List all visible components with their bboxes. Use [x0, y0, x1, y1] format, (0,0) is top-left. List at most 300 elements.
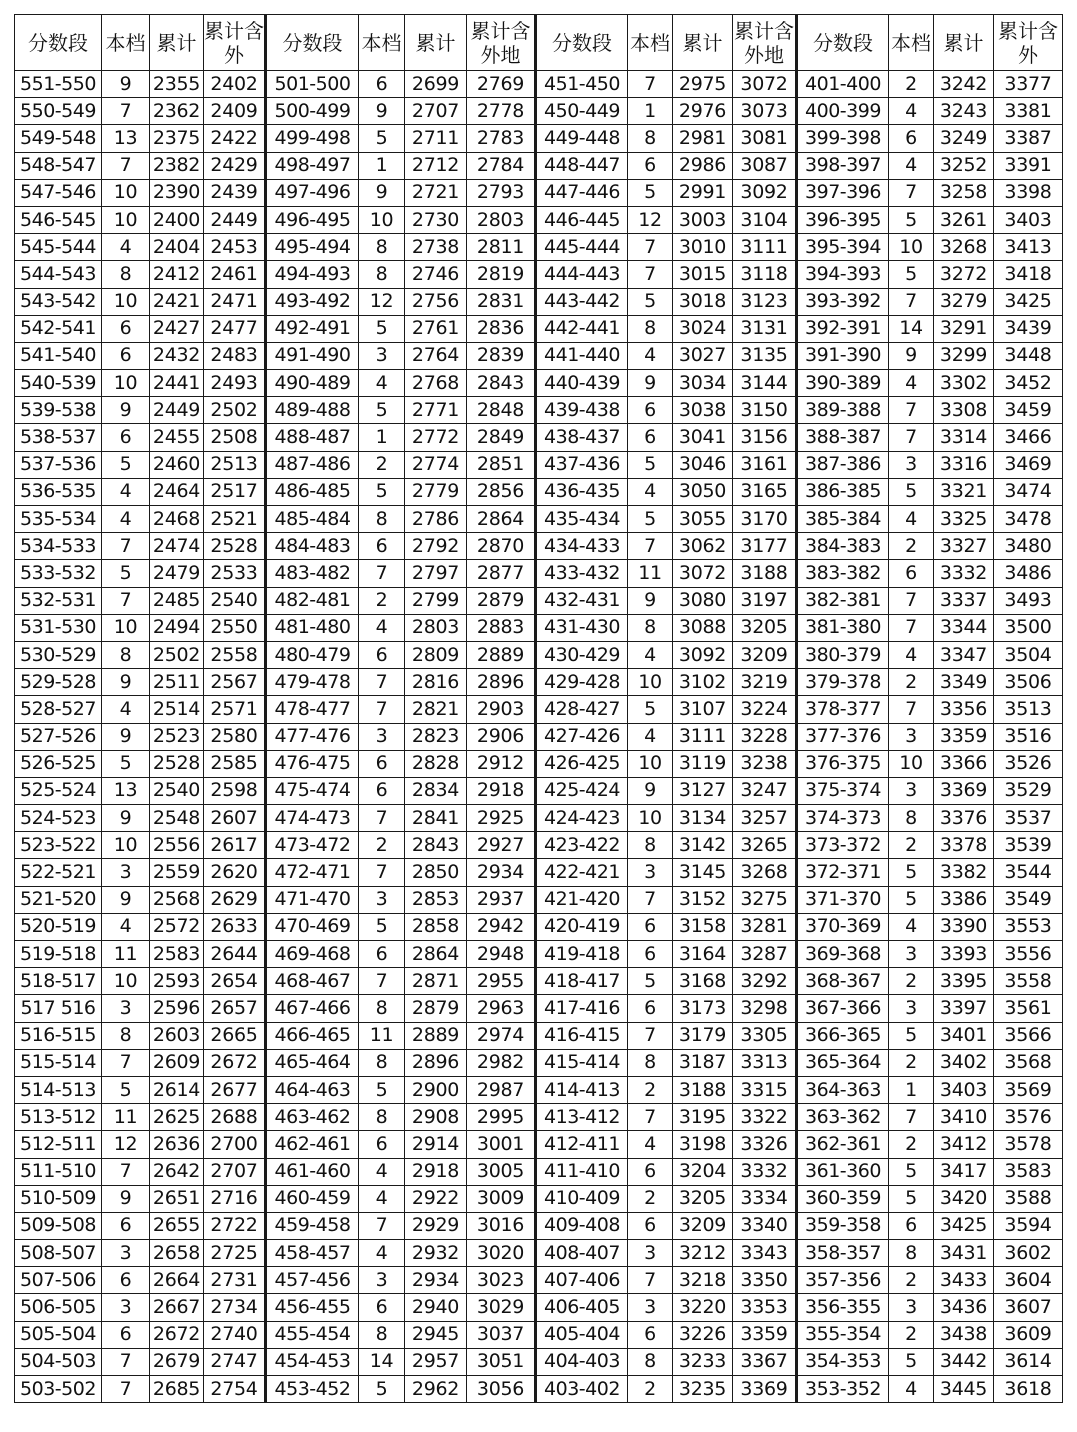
cumulative-cell: 3142: [673, 832, 733, 859]
score-range-cell: 481-480: [266, 614, 359, 641]
score-range-cell: 548-547: [15, 152, 102, 179]
count-cell: 6: [628, 941, 673, 968]
score-range-cell: 449-448: [536, 125, 628, 152]
count-cell: 9: [359, 98, 405, 125]
score-range-cell: 454-453: [266, 1348, 359, 1375]
score-range-cell: 385-384: [797, 506, 889, 533]
score-range-cell: 396-395: [797, 206, 889, 233]
score-range-cell: 418-417: [536, 968, 628, 995]
score-range-cell: 405-404: [536, 1321, 628, 1348]
cumulative-incl-other-cell: 3478: [994, 506, 1063, 533]
cumulative-cell: 2940: [405, 1294, 467, 1321]
cumulative-cell: 3018: [673, 288, 733, 315]
cumulative-incl-other-cell: 2707: [204, 1158, 266, 1185]
score-range-cell: 537-536: [15, 451, 102, 478]
cumulative-incl-other-cell: 3618: [994, 1376, 1063, 1403]
score-range-cell: 394-393: [797, 261, 889, 288]
cumulative-incl-other-cell: 2937: [467, 886, 536, 913]
cumulative-incl-other-cell: 2747: [204, 1348, 266, 1375]
cumulative-cell: 3088: [673, 614, 733, 641]
count-cell: 9: [102, 886, 150, 913]
cumulative-incl-other-cell: 2722: [204, 1212, 266, 1239]
cumulative-cell: 3242: [934, 71, 994, 98]
cumulative-incl-other-cell: 3566: [994, 1022, 1063, 1049]
score-range-cell: 368-367: [797, 968, 889, 995]
cumulative-incl-other-cell: 3001: [467, 1131, 536, 1158]
cumulative-cell: 2864: [405, 941, 467, 968]
cumulative-incl-other-cell: 3583: [994, 1158, 1063, 1185]
cumulative-cell: 3431: [934, 1240, 994, 1267]
table-row: [15, 1049, 1063, 1076]
table-row: [15, 1022, 1063, 1049]
cumulative-incl-other-cell: 3493: [994, 587, 1063, 614]
table-row: [15, 968, 1063, 995]
count-cell: 10: [102, 370, 150, 397]
count-cell: 10: [102, 968, 150, 995]
cumulative-incl-other-cell: 3118: [733, 261, 797, 288]
cumulative-cell: 3164: [673, 941, 733, 968]
cumulative-incl-other-cell: 2948: [467, 941, 536, 968]
score-range-cell: 460-459: [266, 1185, 359, 1212]
cumulative-cell: 2514: [150, 696, 204, 723]
cumulative-cell: 2843: [405, 832, 467, 859]
table-row: [15, 71, 1063, 98]
cumulative-incl-other-cell: 2558: [204, 641, 266, 668]
score-range-cell: 497-496: [266, 179, 359, 206]
cumulative-cell: 3119: [673, 750, 733, 777]
cumulative-cell: 3258: [934, 179, 994, 206]
cumulative-incl-other-cell: 3188: [733, 560, 797, 587]
header-count: 本档: [628, 15, 673, 71]
count-cell: 9: [628, 777, 673, 804]
cumulative-cell: 3249: [934, 125, 994, 152]
score-range-cell: 499-498: [266, 125, 359, 152]
cumulative-cell: 3359: [934, 723, 994, 750]
count-cell: 7: [628, 234, 673, 261]
cumulative-incl-other-cell: 3578: [994, 1131, 1063, 1158]
table-row: [15, 1185, 1063, 1212]
score-range-cell: 436-435: [536, 478, 628, 505]
cumulative-incl-other-cell: 3020: [467, 1240, 536, 1267]
cumulative-incl-other-cell: 3315: [733, 1076, 797, 1103]
cumulative-cell: 2834: [405, 777, 467, 804]
header-row: [15, 15, 1063, 71]
cumulative-incl-other-cell: 2778: [467, 98, 536, 125]
cumulative-cell: 3015: [673, 261, 733, 288]
count-cell: 4: [359, 1240, 405, 1267]
count-cell: 14: [359, 1348, 405, 1375]
cumulative-incl-other-cell: 3081: [733, 125, 797, 152]
score-range-cell: 468-467: [266, 968, 359, 995]
score-range-cell: 467-466: [266, 995, 359, 1022]
count-cell: 12: [628, 206, 673, 233]
cumulative-cell: 3145: [673, 859, 733, 886]
cumulative-incl-other-cell: 3569: [994, 1076, 1063, 1103]
cumulative-cell: 3325: [934, 506, 994, 533]
cumulative-incl-other-cell: 2896: [467, 669, 536, 696]
score-distribution-table: [14, 14, 1063, 1403]
cumulative-cell: 2816: [405, 669, 467, 696]
score-range-cell: 541-540: [15, 342, 102, 369]
count-cell: 4: [889, 370, 934, 397]
cumulative-incl-other-cell: 2477: [204, 315, 266, 342]
table-row: [15, 533, 1063, 560]
cumulative-incl-other-cell: 3298: [733, 995, 797, 1022]
count-cell: 3: [102, 1294, 150, 1321]
count-cell: 4: [102, 234, 150, 261]
cumulative-cell: 2932: [405, 1240, 467, 1267]
cumulative-cell: 2991: [673, 179, 733, 206]
score-range-cell: 382-381: [797, 587, 889, 614]
cumulative-cell: 2761: [405, 315, 467, 342]
count-cell: 6: [359, 533, 405, 560]
cumulative-incl-other-cell: 3594: [994, 1212, 1063, 1239]
score-range-cell: 435-434: [536, 506, 628, 533]
score-range-cell: 464-463: [266, 1076, 359, 1103]
header-score-range: 分数段: [266, 15, 359, 71]
cumulative-incl-other-cell: 3588: [994, 1185, 1063, 1212]
cumulative-incl-other-cell: 2783: [467, 125, 536, 152]
count-cell: 8: [889, 1240, 934, 1267]
cumulative-cell: 3412: [934, 1131, 994, 1158]
count-cell: 7: [359, 560, 405, 587]
count-cell: 7: [628, 261, 673, 288]
cumulative-incl-other-cell: 2870: [467, 533, 536, 560]
cumulative-incl-other-cell: 3576: [994, 1104, 1063, 1131]
count-cell: 8: [628, 1049, 673, 1076]
count-cell: 5: [889, 1022, 934, 1049]
cumulative-cell: 3366: [934, 750, 994, 777]
cumulative-incl-other-cell: 2819: [467, 261, 536, 288]
cumulative-incl-other-cell: 2848: [467, 397, 536, 424]
count-cell: 9: [102, 805, 150, 832]
score-range-cell: 469-468: [266, 941, 359, 968]
table-row: [15, 1212, 1063, 1239]
count-cell: 5: [359, 1076, 405, 1103]
count-cell: 5: [359, 125, 405, 152]
cumulative-incl-other-cell: 2877: [467, 560, 536, 587]
cumulative-cell: 3442: [934, 1348, 994, 1375]
score-range-cell: 492-491: [266, 315, 359, 342]
cumulative-incl-other-cell: 2925: [467, 805, 536, 832]
count-cell: 10: [628, 669, 673, 696]
score-range-cell: 529-528: [15, 669, 102, 696]
cumulative-cell: 2772: [405, 424, 467, 451]
table-row: [15, 424, 1063, 451]
cumulative-incl-other-cell: 2716: [204, 1185, 266, 1212]
cumulative-incl-other-cell: 2598: [204, 777, 266, 804]
cumulative-incl-other-cell: 2513: [204, 451, 266, 478]
score-range-cell: 530-529: [15, 641, 102, 668]
score-range-cell: 486-485: [266, 478, 359, 505]
score-range-cell: 491-490: [266, 342, 359, 369]
score-range-cell: 531-530: [15, 614, 102, 641]
cumulative-incl-other-cell: 3343: [733, 1240, 797, 1267]
score-range-cell: 370-369: [797, 913, 889, 940]
cumulative-incl-other-cell: 3056: [467, 1376, 536, 1403]
count-cell: 2: [889, 1049, 934, 1076]
cumulative-cell: 2786: [405, 506, 467, 533]
cumulative-cell: 2421: [150, 288, 204, 315]
score-range-cell: 417-416: [536, 995, 628, 1022]
header-count: 本档: [359, 15, 405, 71]
cumulative-cell: 3395: [934, 968, 994, 995]
score-range-cell: 365-364: [797, 1049, 889, 1076]
table-row: [15, 370, 1063, 397]
cumulative-cell: 2455: [150, 424, 204, 451]
score-range-cell: 471-470: [266, 886, 359, 913]
count-cell: 11: [628, 560, 673, 587]
count-cell: 8: [628, 125, 673, 152]
count-cell: 1: [359, 424, 405, 451]
table-header: [15, 15, 1063, 71]
cumulative-cell: 2468: [150, 506, 204, 533]
cumulative-cell: 3332: [934, 560, 994, 587]
cumulative-cell: 3188: [673, 1076, 733, 1103]
cumulative-incl-other-cell: 3448: [994, 342, 1063, 369]
cumulative-cell: 2382: [150, 152, 204, 179]
cumulative-cell: 3080: [673, 587, 733, 614]
count-cell: 10: [102, 206, 150, 233]
cumulative-incl-other-cell: 2633: [204, 913, 266, 940]
cumulative-incl-other-cell: 2585: [204, 750, 266, 777]
cumulative-cell: 3436: [934, 1294, 994, 1321]
score-range-cell: 372-371: [797, 859, 889, 886]
cumulative-cell: 2981: [673, 125, 733, 152]
score-range-cell: 447-446: [536, 179, 628, 206]
cumulative-incl-other-cell: 3377: [994, 71, 1063, 98]
cumulative-incl-other-cell: 3131: [733, 315, 797, 342]
table-row: [15, 832, 1063, 859]
cumulative-cell: 3173: [673, 995, 733, 1022]
score-range-cell: 416-415: [536, 1022, 628, 1049]
count-cell: 3: [889, 1294, 934, 1321]
table-row: [15, 506, 1063, 533]
score-range-cell: 547-546: [15, 179, 102, 206]
count-cell: 9: [102, 1185, 150, 1212]
cumulative-incl-other-cell: 2793: [467, 179, 536, 206]
cumulative-cell: 2583: [150, 941, 204, 968]
score-range-cell: 480-479: [266, 641, 359, 668]
table-row: [15, 125, 1063, 152]
count-cell: 7: [889, 1104, 934, 1131]
score-range-cell: 397-396: [797, 179, 889, 206]
cumulative-cell: 2721: [405, 179, 467, 206]
cumulative-cell: 3261: [934, 206, 994, 233]
table-row: [15, 587, 1063, 614]
score-range-cell: 430-429: [536, 641, 628, 668]
cumulative-cell: 2362: [150, 98, 204, 125]
score-range-cell: 381-380: [797, 614, 889, 641]
count-cell: 5: [889, 261, 934, 288]
cumulative-incl-other-cell: 3257: [733, 805, 797, 832]
cumulative-cell: 2523: [150, 723, 204, 750]
table-row: [15, 859, 1063, 886]
table-row: [15, 342, 1063, 369]
score-range-cell: 412-411: [536, 1131, 628, 1158]
score-range-cell: 388-387: [797, 424, 889, 451]
score-range-cell: 538-537: [15, 424, 102, 451]
cumulative-incl-other-cell: 2987: [467, 1076, 536, 1103]
count-cell: 7: [628, 886, 673, 913]
score-range-cell: 508-507: [15, 1240, 102, 1267]
count-cell: 3: [889, 451, 934, 478]
cumulative-cell: 3243: [934, 98, 994, 125]
cumulative-cell: 3337: [934, 587, 994, 614]
cumulative-incl-other-cell: 2769: [467, 71, 536, 98]
score-range-cell: 367-366: [797, 995, 889, 1022]
count-cell: 5: [102, 451, 150, 478]
count-cell: 4: [889, 913, 934, 940]
score-range-cell: 409-408: [536, 1212, 628, 1239]
cumulative-incl-other-cell: 3553: [994, 913, 1063, 940]
count-cell: 2: [889, 669, 934, 696]
count-cell: 6: [628, 995, 673, 1022]
score-range-cell: 411-410: [536, 1158, 628, 1185]
cumulative-incl-other-cell: 2934: [467, 859, 536, 886]
score-range-cell: 393-392: [797, 288, 889, 315]
count-cell: 9: [102, 71, 150, 98]
score-range-cell: 494-493: [266, 261, 359, 288]
cumulative-cell: 3410: [934, 1104, 994, 1131]
count-cell: 3: [628, 859, 673, 886]
cumulative-incl-other-cell: 3387: [994, 125, 1063, 152]
count-cell: 2: [359, 451, 405, 478]
cumulative-cell: 3369: [934, 777, 994, 804]
score-range-cell: 400-399: [797, 98, 889, 125]
cumulative-cell: 3401: [934, 1022, 994, 1049]
cumulative-cell: 2975: [673, 71, 733, 98]
cumulative-cell: 2976: [673, 98, 733, 125]
score-range-cell: 534-533: [15, 533, 102, 560]
score-range-cell: 401-400: [797, 71, 889, 98]
score-range-cell: 459-458: [266, 1212, 359, 1239]
score-range-cell: 482-481: [266, 587, 359, 614]
cumulative-incl-other-cell: 3558: [994, 968, 1063, 995]
count-cell: 13: [102, 777, 150, 804]
count-cell: 5: [889, 886, 934, 913]
count-cell: 7: [889, 587, 934, 614]
cumulative-cell: 2945: [405, 1321, 467, 1348]
count-cell: 2: [628, 1076, 673, 1103]
cumulative-incl-other-cell: 3023: [467, 1267, 536, 1294]
score-range-cell: 487-486: [266, 451, 359, 478]
score-range-cell: 428-427: [536, 696, 628, 723]
score-range-cell: 518-517: [15, 968, 102, 995]
cumulative-cell: 2494: [150, 614, 204, 641]
cumulative-cell: 2655: [150, 1212, 204, 1239]
cumulative-incl-other-cell: 2521: [204, 506, 266, 533]
score-range-cell: 413-412: [536, 1104, 628, 1131]
table-row: [15, 1294, 1063, 1321]
cumulative-cell: 3314: [934, 424, 994, 451]
cumulative-incl-other-cell: 3205: [733, 614, 797, 641]
score-range-cell: 433-432: [536, 560, 628, 587]
score-range-cell: 455-454: [266, 1321, 359, 1348]
header-cumulative-incl-other: 累计含外: [994, 15, 1063, 71]
score-range-cell: 506-505: [15, 1294, 102, 1321]
cumulative-cell: 3321: [934, 478, 994, 505]
cumulative-cell: 3376: [934, 805, 994, 832]
score-range-cell: 373-372: [797, 832, 889, 859]
count-cell: 4: [359, 1185, 405, 1212]
score-range-cell: 473-472: [266, 832, 359, 859]
score-range-cell: 364-363: [797, 1076, 889, 1103]
cumulative-incl-other-cell: 3398: [994, 179, 1063, 206]
count-cell: 6: [628, 397, 673, 424]
score-range-cell: 450-449: [536, 98, 628, 125]
score-range-cell: 369-368: [797, 941, 889, 968]
count-cell: 4: [102, 913, 150, 940]
header-score-range: 分数段: [536, 15, 628, 71]
count-cell: 4: [889, 1376, 934, 1403]
cumulative-cell: 2699: [405, 71, 467, 98]
cumulative-cell: 2764: [405, 342, 467, 369]
cumulative-cell: 2625: [150, 1104, 204, 1131]
cumulative-cell: 3038: [673, 397, 733, 424]
cumulative-cell: 3179: [673, 1022, 733, 1049]
cumulative-cell: 2889: [405, 1022, 467, 1049]
cumulative-cell: 3034: [673, 370, 733, 397]
score-range-cell: 536-535: [15, 478, 102, 505]
score-range-cell: 387-386: [797, 451, 889, 478]
cumulative-incl-other-cell: 3332: [733, 1158, 797, 1185]
count-cell: 4: [359, 370, 405, 397]
count-cell: 2: [359, 587, 405, 614]
cumulative-cell: 3402: [934, 1049, 994, 1076]
cumulative-incl-other-cell: 2471: [204, 288, 266, 315]
cumulative-incl-other-cell: 2864: [467, 506, 536, 533]
cumulative-incl-other-cell: 2883: [467, 614, 536, 641]
cumulative-cell: 2355: [150, 71, 204, 98]
cumulative-incl-other-cell: 2831: [467, 288, 536, 315]
cumulative-incl-other-cell: 3051: [467, 1348, 536, 1375]
count-cell: 2: [628, 1185, 673, 1212]
count-cell: 4: [628, 723, 673, 750]
cumulative-incl-other-cell: 3452: [994, 370, 1063, 397]
cumulative-incl-other-cell: 3609: [994, 1321, 1063, 1348]
score-range-cell: 406-405: [536, 1294, 628, 1321]
count-cell: 6: [889, 560, 934, 587]
count-cell: 6: [628, 424, 673, 451]
cumulative-incl-other-cell: 2851: [467, 451, 536, 478]
table-row: [15, 98, 1063, 125]
score-range-cell: 466-465: [266, 1022, 359, 1049]
count-cell: 7: [889, 424, 934, 451]
count-cell: 7: [102, 1376, 150, 1403]
score-range-cell: 363-362: [797, 1104, 889, 1131]
table-row: [15, 1240, 1063, 1267]
count-cell: 6: [628, 1321, 673, 1348]
cumulative-incl-other-cell: 2974: [467, 1022, 536, 1049]
count-cell: 10: [102, 614, 150, 641]
cumulative-cell: 3050: [673, 478, 733, 505]
score-range-cell: 522-521: [15, 859, 102, 886]
cumulative-cell: 2858: [405, 913, 467, 940]
cumulative-cell: 3279: [934, 288, 994, 315]
cumulative-cell: 3055: [673, 506, 733, 533]
score-range-cell: 362-361: [797, 1131, 889, 1158]
count-cell: 6: [102, 424, 150, 451]
cumulative-incl-other-cell: 3602: [994, 1240, 1063, 1267]
cumulative-cell: 3235: [673, 1376, 733, 1403]
count-cell: 9: [102, 669, 150, 696]
cumulative-cell: 3027: [673, 342, 733, 369]
cumulative-incl-other-cell: 3037: [467, 1321, 536, 1348]
cumulative-incl-other-cell: 3369: [733, 1376, 797, 1403]
count-cell: 8: [359, 261, 405, 288]
cumulative-cell: 2479: [150, 560, 204, 587]
